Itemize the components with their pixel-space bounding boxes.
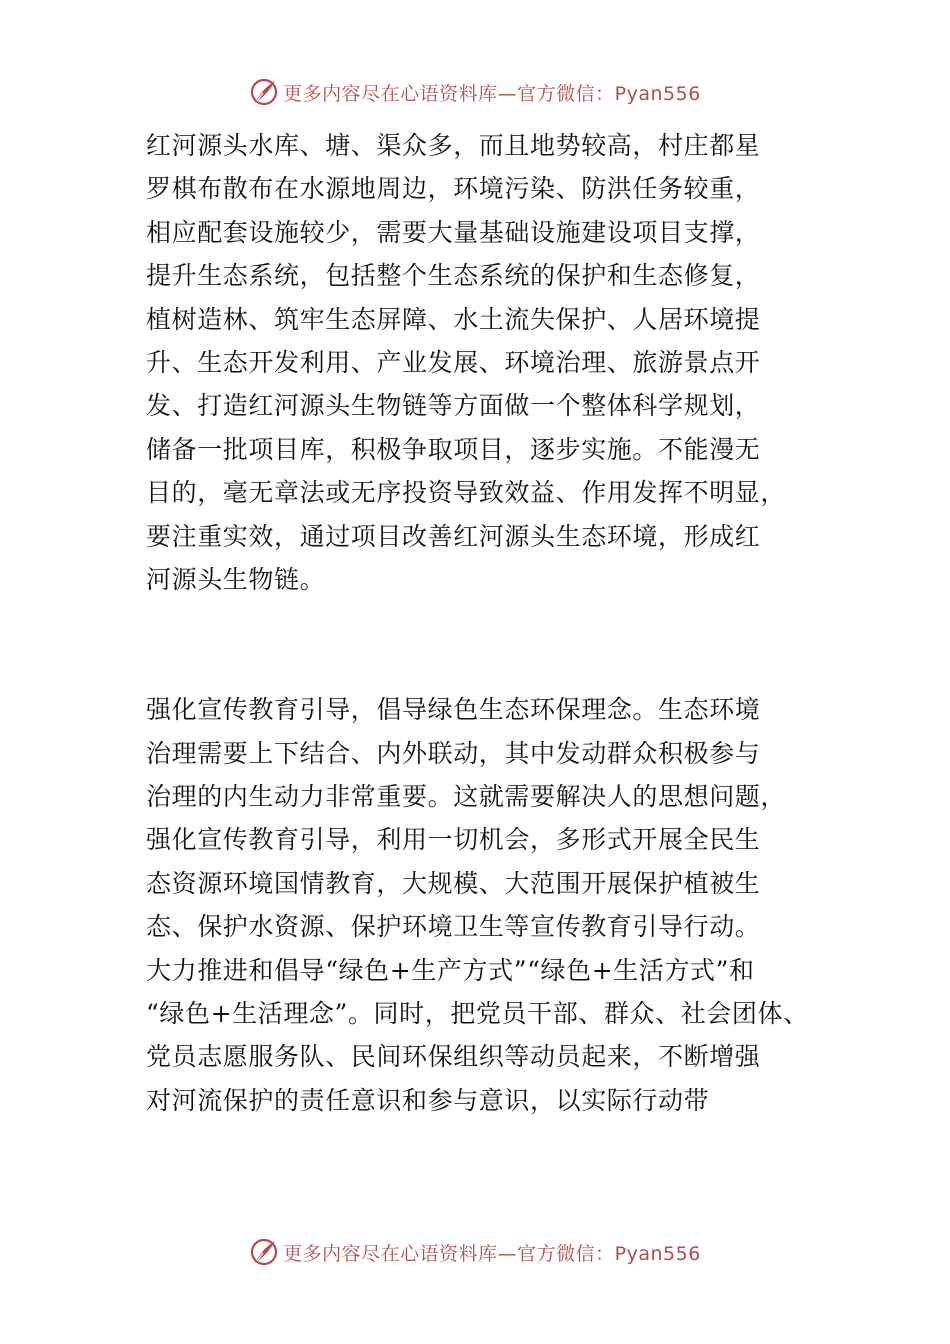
text-line: 河源头生物链。 bbox=[146, 564, 326, 594]
text-line: 强化宣传教育引导，利用一切机会，多形式开展全民生 bbox=[146, 825, 761, 855]
text-line: 强化宣传教育引导，倡导绿色生态环保理念。生态环境 bbox=[146, 695, 761, 725]
document-body bbox=[146, 124, 846, 1122]
text-line: 植树造林、筑牢生态屏障、水土流失保护、人居环境提 bbox=[146, 304, 761, 334]
text-line: 目的，毫无章法或无序投资导致效益、作用发挥不明显， bbox=[146, 478, 787, 508]
text-line: 升、生态开发利用、产业发展、环境治理、旅游景点开 bbox=[146, 347, 761, 377]
paragraph-1 bbox=[146, 124, 846, 601]
text-line: 态、保护水资源、保护环境卫生等宣传教育引导行动。 bbox=[146, 912, 761, 942]
text-line: 红河源头水库、塘、渠众多，而且地势较高，村庄都星 bbox=[146, 131, 761, 160]
footer-banner-text: 更多内容尽在心语资料库—官方微信：Pyan556 bbox=[283, 1242, 701, 1265]
quill-logo-icon bbox=[249, 1237, 279, 1267]
quill-logo-icon bbox=[249, 77, 279, 107]
text-line: 治理的内生动力非常重要。这就需要解决人的思想问题， bbox=[146, 782, 787, 812]
text-line: 态资源环境国情教育，大规模、大范围开展保护植被生 bbox=[146, 868, 761, 898]
footer-banner bbox=[0, 1232, 950, 1272]
text-line: 大力推进和倡导“绿色+生产方式”“绿色+生活方式”和 bbox=[146, 955, 755, 985]
text-line: 对河流保护的责任意识和参与意识，以实际行动带 bbox=[146, 1085, 710, 1115]
text-line: 治理需要上下结合、内外联动，其中发动群众积极参与 bbox=[146, 738, 761, 768]
text-line: 要注重实效，通过项目改善红河源头生态环境，形成红 bbox=[146, 521, 761, 551]
text-line: 提升生态系统，包括整个生态系统的保护和生态修复， bbox=[146, 261, 761, 291]
text-line: 储备一批项目库，积极争取项目，逐步实施。不能漫无 bbox=[146, 434, 761, 464]
text-line: 相应配套设施较少，需要大量基础设施建设项目支撑， bbox=[146, 217, 761, 247]
header-banner bbox=[0, 72, 950, 112]
text-line: 党员志愿服务队、民间环保组织等动员起来，不断增强 bbox=[146, 1042, 761, 1072]
text-line: 发、打造红河源头生物链等方面做一个整体科学规划， bbox=[146, 391, 761, 421]
paragraph-spacer bbox=[146, 601, 846, 688]
header-banner-text: 更多内容尽在心语资料库—官方微信：Pyan556 bbox=[283, 82, 701, 105]
text-line: 罗棋布散布在水源地周边，环境污染、防洪任务较重， bbox=[146, 174, 761, 204]
text-line: “绿色+生活理念”。同时，把党员干部、群众、社会团体、 bbox=[146, 999, 809, 1029]
paragraph-2 bbox=[146, 688, 846, 1122]
